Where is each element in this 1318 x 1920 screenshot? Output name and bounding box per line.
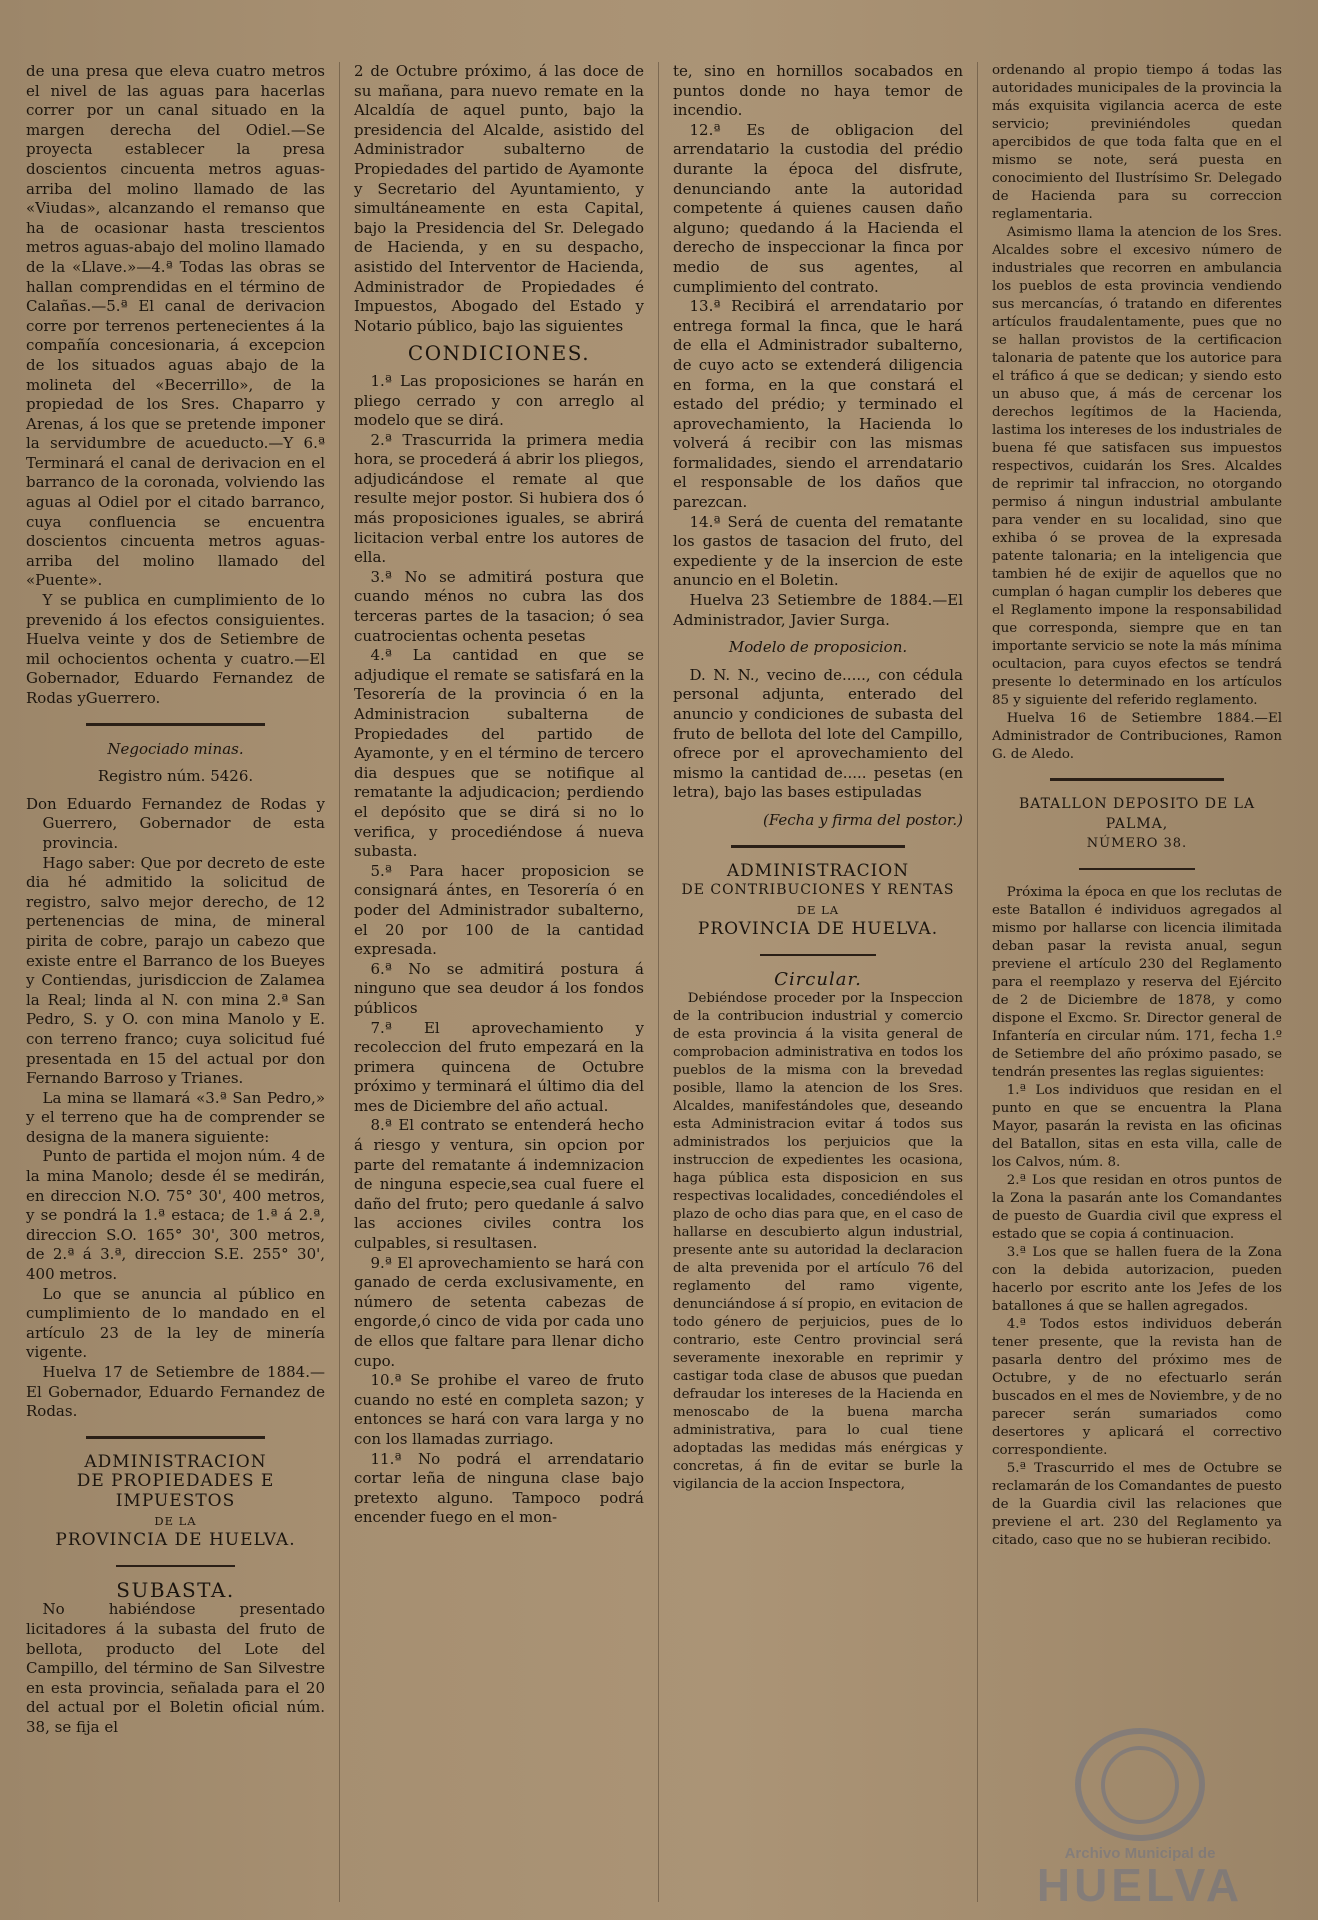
text-block: Huelva 17 de Setiembre de 1884.—El Gobernador, Eduardo Fernandez de Rodas. xyxy=(26,1363,325,1421)
signature-line: (Fecha y firma del postor.) xyxy=(762,810,963,829)
text-block: Punto de partida el mojon núm. 4 de la mina Manolo; desde él se medirán, en direccion N.O. 75° 30', 400 metros, y se pondrá la 1.ª estaca; de 1.ª á 2.ª, direccion S.O. 165° 30', 300 metros, de 2.ª á 3.ª, direccion S.E. 255° 30', 400 metros. xyxy=(26,1147,325,1284)
section-heading: BATALLON DEPOSITO DE LA PALMA, xyxy=(1018,796,1256,832)
divider xyxy=(1079,868,1195,870)
column-3 xyxy=(658,62,977,1902)
divider xyxy=(731,845,905,848)
condition-item: 4.ª La cantidad en que se adjudique el remate se satisfará en la Tesorería de la provincia ó en la Administracion subalterna de Propiedades del partido de Ayamonte, y en el término de tercero dia despues que se notifique al rematante la adjudicacion; perdiendo el depósito que se dirá si no lo verifica, y procediéndose á nueva subasta. xyxy=(354,646,644,861)
condition-item: 14.ª Será de cuenta del rematante los gastos de tasacion del fruto, del expediente y de la insercion de este anuncio en el Boletin. xyxy=(673,512,963,590)
text-block: Asimismo llama la atencion de los Sres. Alcaldes sobre el excesivo número de industriales que recorren en ambulancia los pueblos de esta provincia vendiendo sus mercancías, ó tratando en diferentes artículos fraudalentamente, pues que no se hallan provistos de la certificacion talonaria de patente que los autorice para el tráfico á que se dedican; y siendo esto un abuso que, á más de cercenar los derechos legítimos de la Hacienda, lastima los intereses de los industriales de buena fé que satisfacen sus impuestos respectivos, cuidarán los Sres. Alcaldes de reprimir tal infraccion, no otorgando permiso á ningun industrial ambulante para vender en su localidad, sino que exhiba ó se provea de la expresada patente talonaria; en la inteligencia que tambien hé de exijir de aquellos que no cumplan ó hagan cumplir los deberes que el Reglamento impone la responsabilidad que corresponda, siempre que en tan importante servicio se note la más mínima ocultacion, para cuyos efectos se tendrá presente lo determinado en los artículos 85 y siguiente del referido reglamento. xyxy=(992,225,1282,708)
divider xyxy=(86,723,265,726)
signature-line: Huelva 23 Setiembre de 1884.—El Administrador, Javier Surga. xyxy=(673,591,963,629)
section-heading: ADMINISTRACION xyxy=(726,860,910,881)
section-heading: DE LA xyxy=(154,1513,197,1528)
section-heading: DE PROPIEDADES E IMPUESTOS xyxy=(76,1471,275,1511)
watermark-line1: Archivo Municipal de xyxy=(1064,1845,1216,1862)
rule-item: 2.ª Los que residan en otros puntos de la Zona la pasarán ante los Comandantes de puesto de Guardia civil que express el estado que se copia á continuacion. xyxy=(992,1172,1282,1242)
condition-item: 10.ª Se prohibe el vareo de fruto cuando no esté en completa sazon; y entonces se hará con vara larga y no con los llamadas zurriago. xyxy=(354,1371,644,1448)
columns xyxy=(20,62,1298,1902)
rule-item: 5.ª Trascurrido el mes de Octubre se reclamarán de los Comandantes de puesto de la Guardia civil las relaciones que previene el art. 230 del Reglamento ya citado, caso que no se hubieran recibido. xyxy=(992,1460,1282,1548)
divider xyxy=(86,1436,265,1439)
section-heading: DE CONTRIBUCIONES Y RENTAS xyxy=(681,882,955,899)
condition-item: 7.ª El aprovechamiento y recoleccion del fruto empezará en la primera quincena de Octubre próximo y terminará el último dia del mes de Diciembre del año actual. xyxy=(354,1018,644,1115)
condition-item: 13.ª Recibirá el arrendatario por entrega formal la finca, que le hará de ella el Administrador subalterno, de cuyo acto se extenderá diligencia en forma, en la que constará el estado del prédio; y terminado el aprovechamiento, la Hacienda lo volverá á recibir con las mismas formalidades, siendo el arrendatario el responsable de los daños que parezcan. xyxy=(673,297,963,512)
rule-item: 3.ª Los que se hallen fuera de la Zona con la debida autorizacion, pueden hacerlo por escrito ante los Jefes de los batallones á que se hallen agregados. xyxy=(992,1244,1282,1314)
text-block: La mina se llamará «3.ª San Pedro,» y el terreno que ha de comprender se designa de la manera siguiente: xyxy=(26,1088,325,1146)
condition-item: 11.ª No podrá el arrendatario cortar leña de ninguna clase bajo pretexto alguno. Tampoco podrá encender fuego en el mon- xyxy=(354,1449,644,1527)
section-heading: NÚMERO 38. xyxy=(1086,836,1188,852)
condition-item: 9.ª El aprovechamiento se hará con ganado de cerda exclusivamente, en número de setenta cabezas de engorde,ó cinco de vida por cada uno de ellos que faltare para llenar dicho cupo. xyxy=(354,1253,644,1370)
condition-item: 3.ª No se admitirá postura que cuando ménos no cubra las dos terceras partes de la tasacion; ó sea cuatrocientas ochenta pesetas xyxy=(354,567,644,645)
text-block: Y se publica en cumplimiento de lo prevenido á los efectos consiguientes. Huelva veinte y dos de Setiembre de mil ochocientos ochenta y cuatro.—El Gobernador, Eduardo Fernandez de Rodas yGuerrero. xyxy=(26,591,325,707)
column-1 xyxy=(20,62,339,1902)
column-2 xyxy=(339,62,658,1902)
text-block: Lo que se anuncia al público en cumplimiento de lo mandado en el artículo 23 de la ley de minería vigente. xyxy=(26,1284,325,1362)
condition-item: 2.ª Trascurrida la primera media hora, se procederá á abrir los pliegos, adjudicándose el remate al que resulte mejor postor. Si hubiera dos ó más proposiciones iguales, se abrirá licitacion verbal entre los autores de ella. xyxy=(354,430,644,567)
text-block: Don Eduardo Fernandez de Rodas y Guerrero, Gobernador de esta provincia. xyxy=(26,794,325,852)
section-heading: SUBASTA. xyxy=(116,1577,235,1602)
section-heading: ADMINISTRACION xyxy=(84,1451,267,1472)
divider xyxy=(116,1565,236,1567)
rule-item: 4.ª Todos estos individuos deberán tener presente, que la revista han de pasarla dentro del próximo mes de Octubre, y de no efectuarlo serán buscados en el mes de Noviembre, y de no parecer serán sumariados como desertores y aplicará el correctivo correspondiente. xyxy=(992,1316,1283,1458)
condition-item: 5.ª Para hacer proposicion se consignará ántes, en Tesorería ó en poder del Administrador subalterno, el 20 por 100 de la cantidad expresada. xyxy=(354,861,644,959)
condition-item: 8.ª El contrato se entenderá hecho á riesgo y ventura, sin opcion por parte del rematante á indemnizacion de ninguna especie,sea cual fuere el daño del fruto; pero quedanle á salvo las acciones civiles contra los culpables, si resultasen. xyxy=(354,1116,644,1253)
section-heading: PROVINCIA DE HUELVA. xyxy=(55,1530,296,1551)
text-block: ordenando al propio tiempo á todas las autoridades municipales de la provincia la más exquisita vigilancia acerca de este servicio; previniéndoles quedan apercibidos de que toda falta que en el mismo se note, será puesta en conocimiento del Ilustrísimo Sr. Delegado de Hacienda para su correccion reglamentaria. xyxy=(992,63,1282,222)
text-block: de una presa que eleva cuatro metros el nivel de las aguas para hacerlas correr por un canal situado en la margen derecha del Odiel.—Se proyecta establecer la presa doscientos cincuenta metros aguas-arriba del molino llamado de las «Viudas», alcanzando el remanso que ha de ocasionar hasta trescientos metros aguas-abajo del molino llamado de la «Llave.»—4.ª Todas las obras se hallan comprendidas en el término de Calañas.—5.ª El canal de derivacion corre por terrenos pertenecientes á la compañía concesionaria, á excepcion de los situados aguas abajo de la molineta del «Becerrillo», de la propiedad de los Sres. Chaparro y Arenas, á los que se pretende imponer la servidumbre de acueducto.—Y 6.ª Terminará el canal de derivacion en el barranco de la coronada, volviendo las aguas al Odiel por el citado barranco, cuya confluencia se encuentra doscientos cincuenta metros aguas-arriba del molino llamado del «Puente». xyxy=(26,62,325,590)
section-title: Modelo de proposicion. xyxy=(728,638,908,657)
condition-item: 12.ª Es de obligacion del arrendatario la custodia del prédio durante la época del disfrute, denunciando ante la autoridad competente á quienes causen daño alguno; quedando á la Hacienda el derecho de inspeccionar la finca por medio de sus agentes, al cumplimiento del contrato. xyxy=(673,120,963,296)
divider xyxy=(1050,778,1224,781)
condition-item: 6.ª No se admitirá postura á ninguno que sea deudor á los fondos públicos xyxy=(354,959,644,1017)
text-block: D. N. N., vecino de....., con cédula personal adjunta, enterado del anuncio y condiciones de subasta del fruto de bellota del lote del Campillo, ofrece por el aprovechamiento del mismo la cantidad de..... pesetas (en letra), bajo las bases estipuladas xyxy=(673,665,963,802)
section-heading: DE LA xyxy=(796,902,840,917)
text-block: No habiéndose presentado licitadores á la subasta del fruto de bellota, producto del Lote del Campillo, del término de San Silvestre en esta provincia, señalada para el 20 del actual por el Boletin oficial núm. 38, se fija el xyxy=(26,1600,325,1736)
column-4 xyxy=(977,62,1296,1902)
text-block: 2 de Octubre próximo, á las doce de su mañana, para nuevo remate en la Alcaldía de aquel punto, bajo la presidencia del Alcalde, asistido del Administrador subalterno de Propiedades del partido de Ayamonte y Secretario del Ayuntamiento, y simultáneamente en esta Capital, bajo la Presidencia del Sr. Delegado de Hacienda, y en su despacho, asistido del Interventor de Hacienda, Administrador de Propiedades é Impuestos, Abogado del Estado y Notario público, bajo las siguientes xyxy=(354,62,644,335)
text-block: Hago saber: Que por decreto de este dia hé admitido la solicitud de registro, salvo mejor derecho, de 12 pertenencias de mina, de mineral pirita de cobre, parajo un cabezo que existe entre el Barranco de los Bueyes y Contiendas, jurisdiccion de Zalamea la Real; linda al N. con mina 2.ª San Pedro, S. y O. con mina Manolo y E. con terreno franco; cuya solicitud fué presentada en 15 del actual por don Fernando Barroso y Trianes. xyxy=(26,853,325,1088)
section-heading: Circular. xyxy=(774,968,862,990)
section-heading: PROVINCIA DE HUELVA. xyxy=(697,919,939,940)
text-block: Debiéndose proceder por la Inspeccion de la contribucion industrial y comercio de esta provincia á la visita general de comprobacion administrativa en todos los pueblos de la misma con la brevedad posible, llamo la atencion de los Sres. Alcaldes, manifestándoles que, deseando esta Administracion evitar á todos sus administrados los perjuicios que la instruccion de expedientes les ocasiona, haga pública esta disposicion en sus respectivas localidades, concediéndoles el plazo de ocho dias para que, en el caso de hallarse en descubierto algun industrial, presente ante su autoridad la declaracion de alta prevenida por el artículo 76 del reglamento del ramo vigente, denunciándose á sí propio, en evitacion de todo género de perjuicios, pues de lo contrario, este Centro provincial será severamente inexorable en reprimir y castigar toda clase de abusos que puedan defraudar los intereses de la Hacienda en menoscabo de la buena marcha administrativa, para lo cual tiene adoptadas las medidas más enérgicas y concretas, á fin de evitar se burle la vigilancia de la accion Inspectora, xyxy=(673,990,963,1492)
watermark-line2: HUELVA xyxy=(1036,1859,1244,1911)
registro-number: Registro núm. 5426. xyxy=(97,767,254,786)
text-block: Huelva 16 de Setiembre 1884.—El Administrador de Contribuciones, Ramon G. de Aledo. xyxy=(992,711,1282,762)
text-block: Próxima la época en que los reclutas de este Batallon é individuos agregados al mismo por hallarse con licencia ilimitada deban pasar la revista anual, segun previene el artículo 230 del Reglamento para el reemplazo y reserva del Ejército de 2 de Diciembre de 1878, y como dispone el Excmo. Sr. Director general de Infantería en circular núm. 171, fecha 1.º de Setiembre del año próximo pasado, se tendrán presentes las reglas siguientes: xyxy=(992,884,1282,1080)
section-title: Negociado minas. xyxy=(107,739,244,758)
condition-item: 1.ª Las proposiciones se harán en pliego cerrado y con arreglo al modelo que se dirá. xyxy=(354,371,644,430)
text-block: te, sino en hornillos socabados en puntos donde no haya temor de incendio. xyxy=(673,62,963,120)
divider xyxy=(760,954,876,956)
rule-item: 1.ª Los individuos que residan en el punto en que se encuentra la Plana Mayor, pasarán la revista en las oficinas del Batallon, sitas en esta villa, calle de los Calvos, núm. 8. xyxy=(992,1082,1282,1170)
section-heading: CONDICIONES. xyxy=(407,341,591,366)
